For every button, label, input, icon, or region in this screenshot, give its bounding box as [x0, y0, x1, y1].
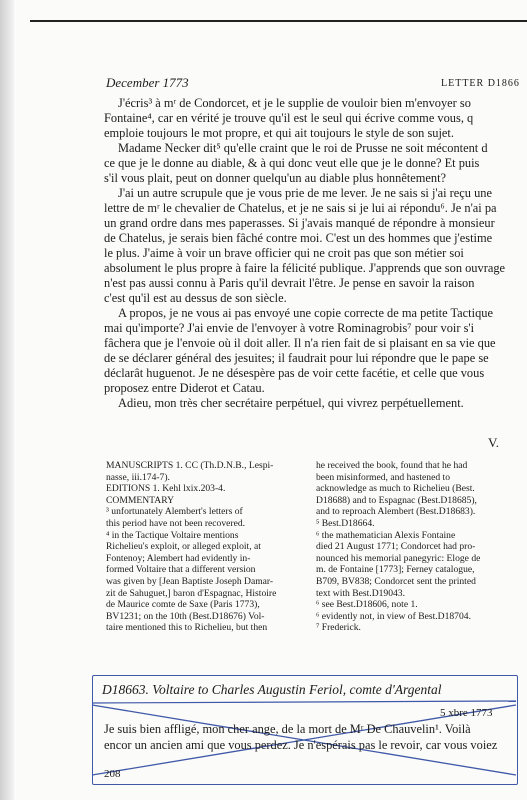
letter-line: absolument le plus propre à faire la félicité publique. J'apprends que son ouvrage	[104, 261, 506, 275]
letter-line: ce que je le donne au diable, & à qui donc veut elle que je le donne? Et puis	[104, 156, 480, 170]
note-line: ⁷ Frederick.	[316, 622, 361, 634]
letter-line: déclarât huguenot. Je ne désespère pas de voir cette facétie, et celle que vous	[104, 366, 485, 380]
signature: V.	[488, 435, 499, 450]
letter-line: Madame Necker dit⁵ qu'elle craint que le roi de Prusse ne soit mécontent d	[118, 141, 488, 155]
letter-line: le plus. J'aime à voir un brave officier qui ne croit pas que son métier soi	[104, 246, 464, 260]
note-line: taire mentioned this to Richelieu, but then	[106, 622, 268, 634]
note-line: ⁵ Best.D18664.	[316, 517, 375, 529]
note-line: was given by [Jean Baptiste Joseph Damar-	[106, 575, 274, 587]
letter-line: un grand ordre dans mes paperasses. Si j'avais manqué de répondre à monsieur	[104, 216, 495, 230]
running-head-letter: LETTER D1866	[441, 78, 520, 89]
note-line: nasse, iii.174-7).	[106, 471, 170, 483]
notes-right-column	[316, 460, 527, 634]
note-line: Fontenoy; Alembert had evidently in-	[106, 552, 251, 564]
note-line: Richelieu's exploit, or alleged exploit, at	[106, 541, 261, 553]
note-line: been misinformed, and hastened to	[316, 471, 451, 483]
running-head-date: December 1773	[106, 75, 189, 90]
note-line: acknowledge as much to Richelieu (Best.	[316, 483, 475, 495]
note-line: COMMENTARY	[106, 494, 174, 506]
note-line: MANUSCRIPTS 1. CC (Th.D.N.B., Lespi-	[106, 460, 274, 471]
note-line: de Maurice comte de Saxe (Paris 1773),	[106, 599, 260, 611]
letter-line: de se déclarer général des jesuites; il faudrait pour lui répondre que le pape se	[104, 351, 489, 365]
letter-line: fâchera que je l'envoie où il doit aller. Il n'a rien fait de si plaisant en sa vie que	[104, 336, 496, 350]
note-line: nounced his memorial panegyric: Eloge de	[316, 552, 481, 564]
next-letter-line-1: Je suis bien affligé, mon cher ange, de la mort de Mʳ De Chauvelin¹. Voilà	[104, 722, 471, 736]
note-line: ⁶ the mathematician Alexis Fontaine	[316, 529, 456, 541]
note-line: ⁶ evidently not, in view of Best.D18704.	[316, 610, 471, 622]
letter-body	[104, 96, 527, 411]
note-line: text with Best.D19043.	[316, 587, 406, 599]
top-rule	[30, 20, 527, 22]
note-line: ³ unfortunately Alembert's letters of	[106, 506, 243, 518]
note-line: formed Voltaire that a different version	[106, 564, 256, 576]
letter-line: proposez entre Diderot et Catau.	[104, 381, 265, 395]
note-line: ⁶ see Best.D18606, note 1.	[316, 599, 418, 611]
note-line: he received the book, found that he had	[316, 460, 468, 471]
note-line: ⁴ in the Tactique Voltaire mentions	[106, 529, 239, 541]
letter-line: J'écris³ à mʳ de Condorcet, et je le supplie de vouloir bien m'envoyer so	[118, 96, 471, 110]
note-line: BV1231; on the 10th (Best.D18676) Vol-	[106, 610, 265, 622]
letter-line: J'ai un autre scrupule que je vous prie de me lever. Je ne sais si j'ai reçu une	[118, 186, 492, 200]
notes-left-column	[106, 460, 306, 634]
note-line: and to reproach Alembert (Best.D18683).	[316, 506, 476, 518]
letter-line: de Chatelus, je serais bien fâché contre moi. C'est un des hommes que j'estime	[104, 231, 493, 245]
note-line: died 21 August 1771; Condorcet had pro-	[316, 541, 476, 553]
next-letter-line-2: encor un ancien ami que vous perdez. Je n'espérais pas le revoir, car vous voiez	[104, 738, 498, 752]
letter-line: emploie toujours le mot propre, et qui ait toujours le style de son sujet.	[104, 126, 454, 140]
letter-line: n'est pas aussi connu à Paris qu'il devrait l'être. Je pense en savoir la raison	[104, 276, 475, 290]
note-line: zit de Sahuguet,] baron d'Espagnac, Histoire	[106, 587, 277, 599]
letter-line: c'est qu'il est au dessus de son siècle.	[104, 291, 287, 305]
scan-edge-shadow	[0, 0, 14, 800]
note-line: EDITIONS 1. Kehl lxix.203-4.	[106, 483, 226, 495]
next-letter-heading: D18663. Voltaire to Charles Augustin Feriol, comte d'Argental	[102, 682, 442, 697]
letter-line: s'il vous plait, peut on donner quelqu'un au diable plus honnêtement?	[104, 171, 447, 185]
letter-line: Adieu, mon très cher secrétaire perpétuel, qui vivrez perpétuellement.	[118, 396, 464, 410]
letter-line: A propos, je ne vous ai pas envoyé une copie correcte de ma petite Tactique	[118, 306, 493, 320]
note-line: D18688) and to Espagnac (Best.D18685),	[316, 494, 477, 506]
note-line: this period have not been recovered.	[106, 517, 246, 529]
letter-line: lettre de mʳ le chevalier de Chatelus, et je ne sais si je lui ai répondu⁶. Je n'ai pa	[104, 201, 497, 215]
page-number: 208	[104, 768, 121, 780]
note-line: m. de Fontaine [1773]; Ferney catalogue,	[316, 564, 475, 576]
letter-line: mai qu'importe? J'ai envie de l'envoyer à votre Rominagrobis⁷ pour voir s'i	[104, 321, 475, 335]
note-line: B709, BV838; Condorcet sent the printed	[316, 575, 476, 587]
next-letter-date: 5 xbre 1773	[440, 707, 493, 719]
letter-line: Fontaine⁴, car en vérité je trouve qu'il est le seul qui écrive comme vous, q	[104, 111, 474, 125]
